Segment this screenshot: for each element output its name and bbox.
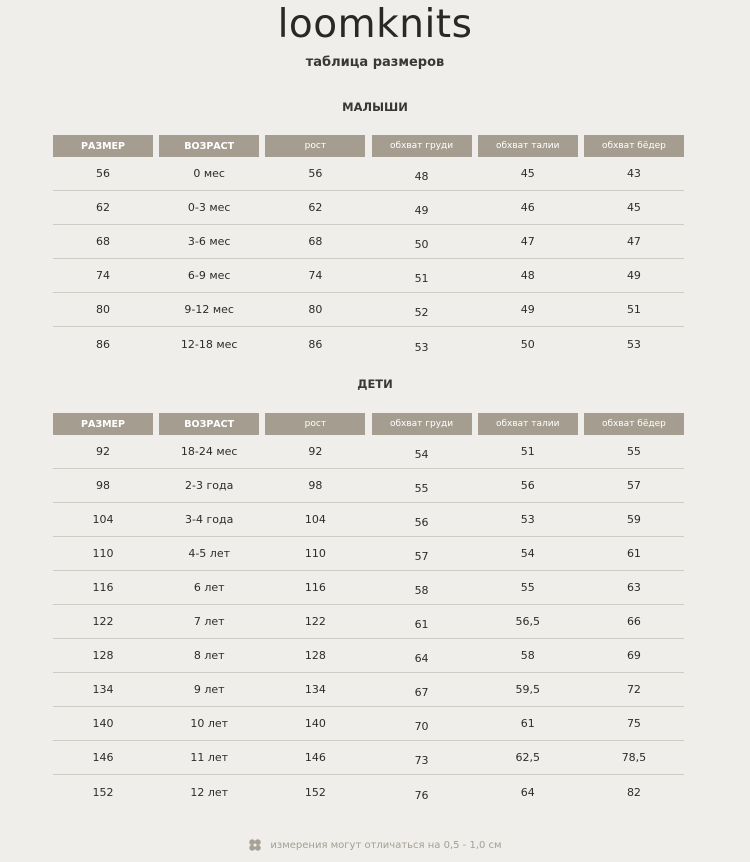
table-row bbox=[53, 225, 684, 259]
cell-waist: 59,5 bbox=[515, 683, 540, 696]
cell-waist: 64 bbox=[520, 785, 535, 799]
cell-age: 0 мес bbox=[193, 167, 225, 180]
cell-chest: 64 bbox=[414, 652, 429, 665]
cell-chest: 51 bbox=[414, 272, 429, 285]
header-chest: обхват груди bbox=[372, 135, 472, 157]
table-header bbox=[53, 135, 684, 157]
footnote bbox=[0, 838, 750, 852]
cell-age: 3-6 мес bbox=[187, 235, 231, 248]
cell-chest: 52 bbox=[414, 306, 429, 319]
cell-age: 0-3 мес bbox=[187, 201, 231, 214]
table-body bbox=[53, 435, 684, 809]
cell-size: 122 bbox=[92, 615, 114, 628]
cell-size: 128 bbox=[92, 649, 114, 662]
cell-chest: 61 bbox=[414, 618, 429, 631]
cell-waist: 54 bbox=[520, 547, 535, 560]
cell-waist: 55 bbox=[520, 581, 535, 594]
cell-height: 86 bbox=[308, 337, 323, 351]
table-row bbox=[53, 673, 684, 707]
cell-age: 6-9 мес bbox=[187, 269, 231, 282]
cell-age: 2-3 года bbox=[185, 479, 234, 492]
cell-hips: 43 bbox=[626, 167, 641, 180]
cell-size: 80 bbox=[96, 303, 110, 316]
cell-age: 7 лет bbox=[193, 615, 225, 628]
cell-height: 104 bbox=[304, 513, 326, 526]
cell-waist: 56,5 bbox=[515, 615, 540, 628]
cell-chest: 48 bbox=[414, 170, 429, 183]
table-row bbox=[53, 741, 684, 775]
table-body bbox=[53, 157, 684, 361]
clover-icon bbox=[248, 838, 262, 852]
cell-size: 116 bbox=[92, 581, 114, 594]
cell-hips: 45 bbox=[626, 201, 641, 214]
cell-size: 86 bbox=[96, 337, 110, 351]
header-hips: обхват бёдер bbox=[584, 135, 684, 157]
cell-age: 18-24 мес bbox=[180, 445, 238, 458]
cell-waist: 50 bbox=[520, 337, 535, 351]
header-waist: обхват талии bbox=[478, 135, 578, 157]
table-row bbox=[53, 571, 684, 605]
cell-height: 110 bbox=[304, 547, 326, 560]
table-row bbox=[53, 639, 684, 673]
table-row bbox=[53, 259, 684, 293]
cell-height: 68 bbox=[308, 235, 323, 248]
cell-chest: 58 bbox=[414, 584, 429, 597]
cell-hips: 55 bbox=[626, 445, 641, 458]
cell-waist: 46 bbox=[520, 201, 535, 214]
table-row bbox=[53, 293, 684, 327]
cell-waist: 51 bbox=[520, 445, 535, 458]
cell-chest: 57 bbox=[414, 550, 429, 563]
cell-height: 80 bbox=[308, 303, 323, 316]
cell-age: 12 лет bbox=[190, 785, 229, 799]
table-header bbox=[53, 413, 684, 435]
cell-hips: 47 bbox=[626, 235, 641, 248]
table-row bbox=[53, 503, 684, 537]
cell-chest: 54 bbox=[414, 448, 429, 461]
header-height: рост bbox=[265, 135, 365, 157]
table-row bbox=[53, 435, 684, 469]
cell-size: 104 bbox=[92, 513, 114, 526]
cell-waist: 56 bbox=[520, 479, 535, 492]
cell-height: 146 bbox=[304, 751, 326, 764]
cell-height: 116 bbox=[304, 581, 326, 594]
cell-size: 98 bbox=[96, 479, 110, 492]
cell-hips: 49 bbox=[626, 269, 641, 282]
cell-chest: 50 bbox=[414, 238, 429, 251]
cell-age: 8 лет bbox=[193, 649, 225, 662]
size-table-babies bbox=[53, 135, 684, 361]
table-row bbox=[53, 707, 684, 741]
cell-size: 62 bbox=[96, 201, 110, 214]
cell-height: 134 bbox=[304, 683, 326, 696]
header-hips: обхват бёдер bbox=[584, 413, 684, 435]
cell-height: 98 bbox=[308, 479, 323, 492]
size-table-kids bbox=[53, 413, 684, 809]
cell-size: 140 bbox=[92, 717, 114, 730]
header-size: РАЗМЕР bbox=[53, 135, 153, 157]
cell-hips: 69 bbox=[626, 649, 641, 662]
cell-size: 152 bbox=[92, 785, 114, 799]
cell-size: 134 bbox=[92, 683, 114, 696]
cell-height: 92 bbox=[308, 445, 323, 458]
cell-hips: 59 bbox=[626, 513, 641, 526]
cell-height: 74 bbox=[308, 269, 323, 282]
cell-chest: 49 bbox=[414, 204, 429, 217]
cell-age: 6 лет bbox=[193, 581, 225, 594]
cell-waist: 58 bbox=[520, 649, 535, 662]
footnote-text: измерения могут отличаться на 0,5 - 1,0 см bbox=[270, 839, 502, 851]
cell-size: 92 bbox=[96, 445, 110, 458]
cell-chest: 73 bbox=[414, 754, 429, 767]
cell-age: 3-4 года bbox=[185, 513, 234, 526]
cell-chest: 70 bbox=[414, 720, 429, 733]
cell-waist: 62,5 bbox=[515, 751, 540, 764]
cell-age: 10 лет bbox=[190, 717, 229, 730]
table-row bbox=[53, 191, 684, 225]
cell-height: 62 bbox=[308, 201, 323, 214]
cell-size: 56 bbox=[96, 167, 110, 180]
section-title-babies: МАЛЫШИ bbox=[342, 100, 408, 114]
cell-height: 140 bbox=[304, 717, 326, 730]
header-size: РАЗМЕР bbox=[53, 413, 153, 435]
header-waist: обхват талии bbox=[478, 413, 578, 435]
cell-chest: 76 bbox=[414, 788, 429, 802]
cell-waist: 47 bbox=[520, 235, 535, 248]
brand-logo: loomknits bbox=[277, 2, 473, 47]
cell-hips: 63 bbox=[626, 581, 641, 594]
cell-waist: 49 bbox=[520, 303, 535, 316]
page-subtitle: таблица размеров bbox=[305, 55, 445, 70]
cell-chest: 55 bbox=[414, 482, 429, 495]
cell-height: 56 bbox=[308, 167, 323, 180]
table-row bbox=[53, 327, 684, 361]
cell-size: 110 bbox=[92, 547, 114, 560]
cell-height: 128 bbox=[304, 649, 326, 662]
cell-hips: 75 bbox=[626, 717, 641, 730]
cell-size: 68 bbox=[96, 235, 110, 248]
cell-hips: 61 bbox=[626, 547, 641, 560]
cell-chest: 56 bbox=[414, 516, 429, 529]
header-age: ВОЗРАСТ bbox=[159, 135, 259, 157]
cell-hips: 57 bbox=[626, 479, 641, 492]
cell-height: 122 bbox=[304, 615, 326, 628]
cell-age: 9-12 мес bbox=[184, 303, 234, 316]
cell-size: 146 bbox=[92, 751, 114, 764]
header-height: рост bbox=[265, 413, 365, 435]
section-title-kids: ДЕТИ bbox=[357, 377, 393, 391]
cell-hips: 78,5 bbox=[621, 751, 647, 764]
cell-size: 74 bbox=[96, 269, 110, 282]
cell-hips: 66 bbox=[626, 615, 641, 628]
cell-waist: 61 bbox=[520, 717, 535, 730]
cell-hips: 51 bbox=[626, 303, 641, 316]
cell-waist: 53 bbox=[520, 513, 535, 526]
table-row bbox=[53, 605, 684, 639]
table-row bbox=[53, 775, 684, 809]
cell-chest: 67 bbox=[414, 686, 429, 699]
cell-waist: 45 bbox=[520, 167, 535, 180]
cell-waist: 48 bbox=[520, 269, 535, 282]
cell-age: 12-18 мес bbox=[180, 337, 238, 351]
table-row bbox=[53, 157, 684, 191]
cell-hips: 53 bbox=[626, 337, 641, 351]
table-row bbox=[53, 537, 684, 571]
header-chest: обхват груди bbox=[372, 413, 472, 435]
cell-hips: 82 bbox=[626, 785, 641, 799]
cell-height: 152 bbox=[304, 785, 326, 799]
header-age: ВОЗРАСТ bbox=[159, 413, 259, 435]
cell-age: 4-5 лет bbox=[188, 547, 231, 560]
cell-chest: 53 bbox=[414, 340, 429, 354]
cell-age: 11 лет bbox=[190, 751, 229, 764]
cell-age: 9 лет bbox=[193, 683, 225, 696]
table-row bbox=[53, 469, 684, 503]
cell-hips: 72 bbox=[626, 683, 641, 696]
